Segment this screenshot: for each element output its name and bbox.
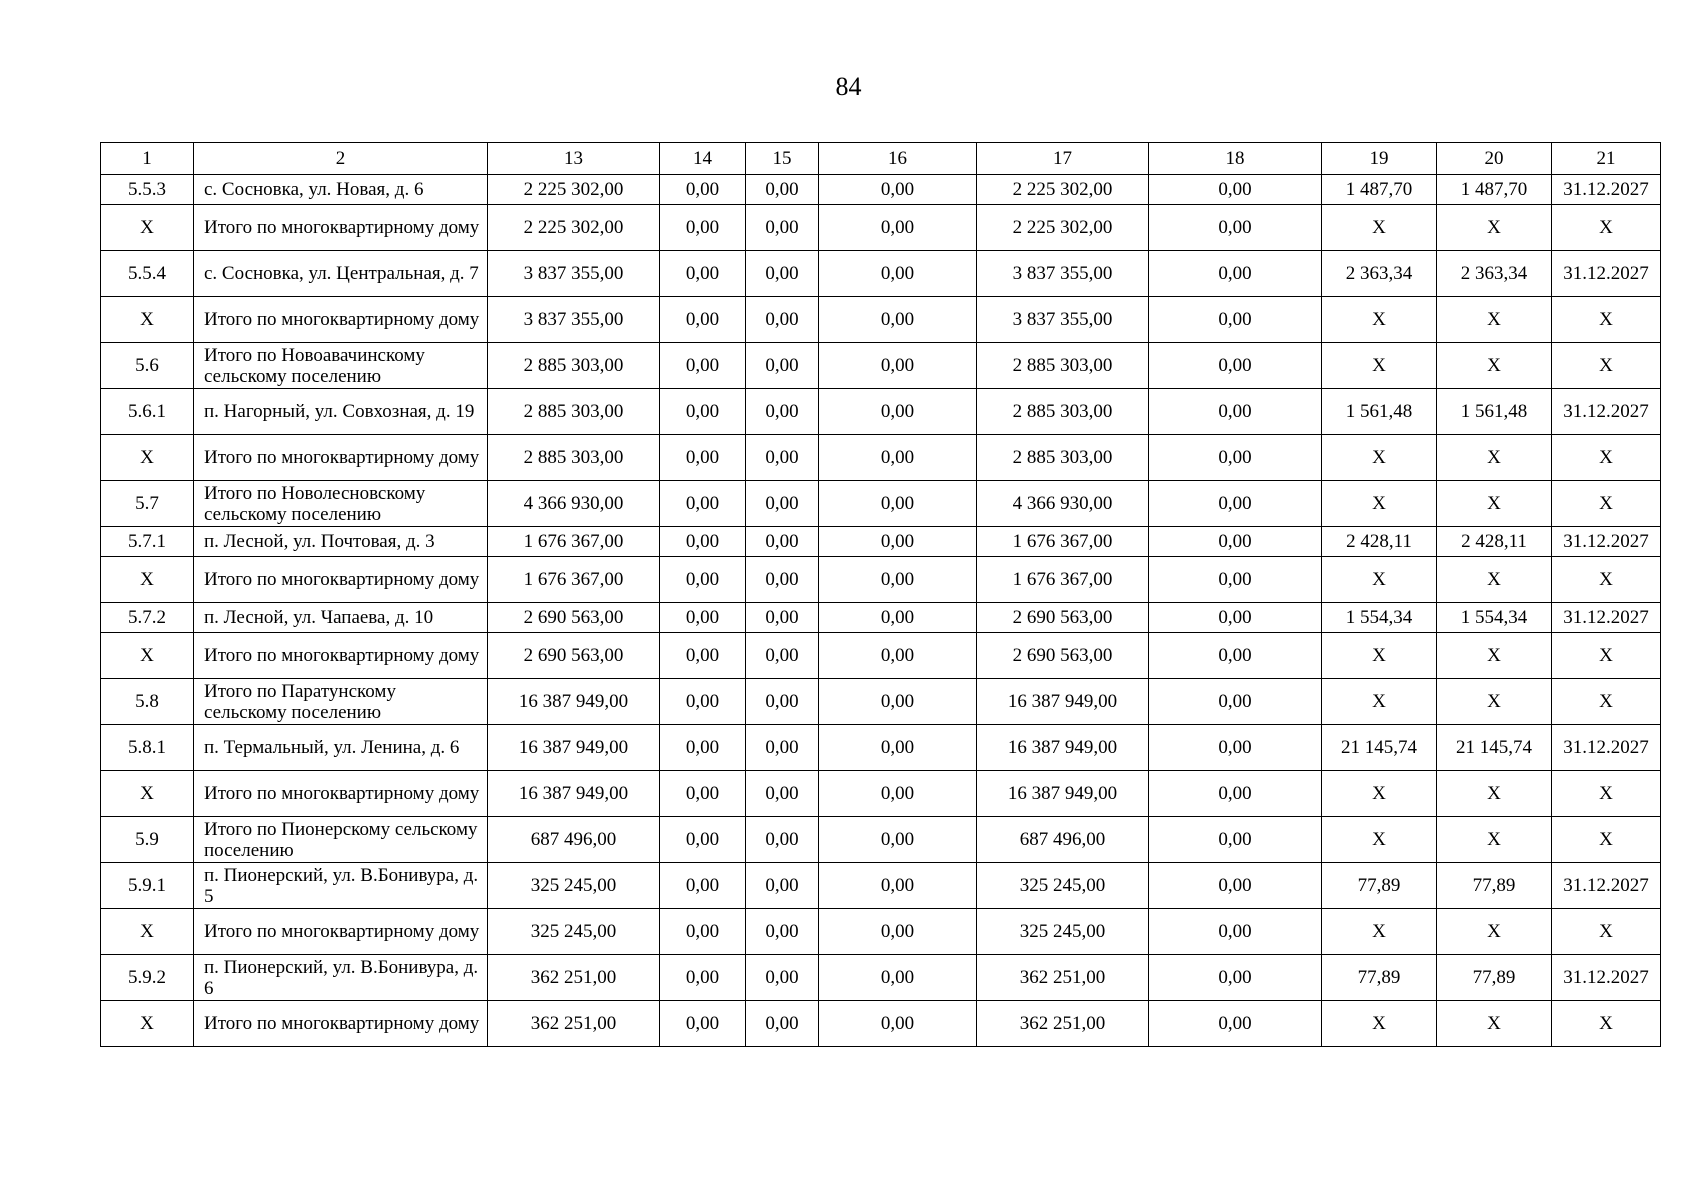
value-cell: 31.12.2027 xyxy=(1552,955,1661,1001)
value-cell: 0,00 xyxy=(746,909,819,955)
value-cell: 0,00 xyxy=(819,557,977,603)
value-cell: 0,00 xyxy=(1149,603,1322,633)
value-cell: 2 363,34 xyxy=(1322,251,1437,297)
value-cell: 0,00 xyxy=(746,481,819,527)
value-cell: X xyxy=(1552,771,1661,817)
value-cell: 1 676 367,00 xyxy=(977,527,1149,557)
value-cell: 2 363,34 xyxy=(1437,251,1552,297)
value-cell: 0,00 xyxy=(660,205,746,251)
value-cell: X xyxy=(1322,205,1437,251)
value-cell: 0,00 xyxy=(660,389,746,435)
value-cell: 4 366 930,00 xyxy=(488,481,660,527)
column-header: 20 xyxy=(1437,143,1552,175)
table-row xyxy=(101,771,1661,817)
value-cell: 0,00 xyxy=(1149,557,1322,603)
value-cell: 0,00 xyxy=(660,435,746,481)
address-cell: Итого по многоквартирному дому xyxy=(194,771,488,817)
value-cell: 0,00 xyxy=(660,527,746,557)
address-cell: Итого по многоквартирному дому xyxy=(194,909,488,955)
address-cell: с. Сосновка, ул. Центральная, д. 7 xyxy=(194,251,488,297)
value-cell: X xyxy=(1552,343,1661,389)
value-cell: 0,00 xyxy=(746,205,819,251)
value-cell: 16 387 949,00 xyxy=(488,679,660,725)
value-cell: 362 251,00 xyxy=(977,1001,1149,1047)
value-cell: 31.12.2027 xyxy=(1552,725,1661,771)
value-cell: 1 561,48 xyxy=(1322,389,1437,435)
value-cell: 0,00 xyxy=(819,205,977,251)
value-cell: 0,00 xyxy=(1149,343,1322,389)
table-row xyxy=(101,633,1661,679)
value-cell: 0,00 xyxy=(660,175,746,205)
value-cell: 0,00 xyxy=(1149,481,1322,527)
value-cell: 3 837 355,00 xyxy=(488,297,660,343)
value-cell: 0,00 xyxy=(1149,205,1322,251)
value-cell: 0,00 xyxy=(746,297,819,343)
column-header: 21 xyxy=(1552,143,1661,175)
value-cell: 2 690 563,00 xyxy=(488,633,660,679)
value-cell: 0,00 xyxy=(819,725,977,771)
address-cell: п. Нагорный, ул. Совхозная, д. 19 xyxy=(194,389,488,435)
value-cell: 31.12.2027 xyxy=(1552,527,1661,557)
value-cell: X xyxy=(1322,679,1437,725)
value-cell: 0,00 xyxy=(819,343,977,389)
value-cell: 0,00 xyxy=(660,679,746,725)
value-cell: X xyxy=(1322,771,1437,817)
value-cell: 2 885 303,00 xyxy=(488,389,660,435)
value-cell: 0,00 xyxy=(746,175,819,205)
table-row xyxy=(101,955,1661,1001)
value-cell: 362 251,00 xyxy=(488,955,660,1001)
value-cell: 1 487,70 xyxy=(1322,175,1437,205)
value-cell: 2 885 303,00 xyxy=(977,343,1149,389)
value-cell: 0,00 xyxy=(1149,435,1322,481)
value-cell: 0,00 xyxy=(660,817,746,863)
table-row xyxy=(101,909,1661,955)
value-cell: 0,00 xyxy=(1149,725,1322,771)
table-row xyxy=(101,603,1661,633)
value-cell: 0,00 xyxy=(746,1001,819,1047)
value-cell: 325 245,00 xyxy=(488,863,660,909)
table-body xyxy=(101,175,1661,1047)
value-cell: 0,00 xyxy=(819,175,977,205)
row-number-cell: 5.9 xyxy=(101,817,194,863)
address-cell: Итого по многоквартирному дому xyxy=(194,633,488,679)
table-row xyxy=(101,527,1661,557)
value-cell: 0,00 xyxy=(746,603,819,633)
table-row xyxy=(101,1001,1661,1047)
row-number-cell: 5.6 xyxy=(101,343,194,389)
value-cell: X xyxy=(1437,435,1552,481)
value-cell: X xyxy=(1552,679,1661,725)
value-cell: 0,00 xyxy=(660,1001,746,1047)
row-number-cell: 5.5.4 xyxy=(101,251,194,297)
row-number-cell: X xyxy=(101,297,194,343)
address-cell: Итого по многоквартирному дому xyxy=(194,205,488,251)
value-cell: 0,00 xyxy=(1149,175,1322,205)
value-cell: 0,00 xyxy=(1149,909,1322,955)
address-cell: Итого по многоквартирному дому xyxy=(194,297,488,343)
value-cell: 0,00 xyxy=(660,863,746,909)
value-cell: 31.12.2027 xyxy=(1552,389,1661,435)
value-cell: 0,00 xyxy=(660,771,746,817)
value-cell: X xyxy=(1437,771,1552,817)
value-cell: X xyxy=(1552,435,1661,481)
value-cell: 0,00 xyxy=(1149,297,1322,343)
value-cell: X xyxy=(1552,633,1661,679)
value-cell: X xyxy=(1322,343,1437,389)
value-cell: 0,00 xyxy=(819,481,977,527)
value-cell: X xyxy=(1552,297,1661,343)
value-cell: 16 387 949,00 xyxy=(977,771,1149,817)
address-cell: Итого по Пионерскому сельскому поселению xyxy=(194,817,488,863)
value-cell: X xyxy=(1437,1001,1552,1047)
value-cell: 362 251,00 xyxy=(977,955,1149,1001)
value-cell: 0,00 xyxy=(1149,955,1322,1001)
value-cell: X xyxy=(1322,297,1437,343)
value-cell: 4 366 930,00 xyxy=(977,481,1149,527)
value-cell: X xyxy=(1322,909,1437,955)
value-cell: 0,00 xyxy=(1149,527,1322,557)
value-cell: 2 690 563,00 xyxy=(977,633,1149,679)
value-cell: 0,00 xyxy=(819,527,977,557)
address-cell: Итого по Новоавачинскому сельскому поселению xyxy=(194,343,488,389)
value-cell: 1 676 367,00 xyxy=(488,557,660,603)
value-cell: 0,00 xyxy=(746,679,819,725)
row-number-cell: 5.5.3 xyxy=(101,175,194,205)
value-cell: 0,00 xyxy=(819,603,977,633)
column-header: 14 xyxy=(660,143,746,175)
value-cell: 2 428,11 xyxy=(1322,527,1437,557)
value-cell: 0,00 xyxy=(660,557,746,603)
row-number-cell: 5.9.1 xyxy=(101,863,194,909)
address-cell: п. Лесной, ул. Чапаева, д. 10 xyxy=(194,603,488,633)
value-cell: 21 145,74 xyxy=(1437,725,1552,771)
table-row xyxy=(101,389,1661,435)
row-number-cell: 5.7 xyxy=(101,481,194,527)
value-cell: 1 676 367,00 xyxy=(977,557,1149,603)
row-number-cell: 5.7.1 xyxy=(101,527,194,557)
value-cell: 0,00 xyxy=(746,863,819,909)
value-cell: 0,00 xyxy=(819,633,977,679)
column-header: 13 xyxy=(488,143,660,175)
value-cell: 0,00 xyxy=(819,389,977,435)
column-header: 15 xyxy=(746,143,819,175)
value-cell: X xyxy=(1322,817,1437,863)
value-cell: X xyxy=(1322,633,1437,679)
value-cell: 2 885 303,00 xyxy=(977,389,1149,435)
value-cell: X xyxy=(1322,481,1437,527)
value-cell: 0,00 xyxy=(1149,679,1322,725)
value-cell: 2 225 302,00 xyxy=(488,175,660,205)
address-cell: с. Сосновка, ул. Новая, д. 6 xyxy=(194,175,488,205)
value-cell: 3 837 355,00 xyxy=(977,297,1149,343)
page-number: 84 xyxy=(835,72,862,101)
value-cell: 0,00 xyxy=(819,251,977,297)
value-cell: 0,00 xyxy=(1149,1001,1322,1047)
value-cell: 0,00 xyxy=(660,633,746,679)
value-cell: 1 487,70 xyxy=(1437,175,1552,205)
row-number-cell: X xyxy=(101,557,194,603)
value-cell: 0,00 xyxy=(660,481,746,527)
column-header: 19 xyxy=(1322,143,1437,175)
value-cell: 0,00 xyxy=(746,817,819,863)
column-header: 1 xyxy=(101,143,194,175)
address-cell: п. Термальный, ул. Ленина, д. 6 xyxy=(194,725,488,771)
value-cell: 2 225 302,00 xyxy=(488,205,660,251)
column-header: 18 xyxy=(1149,143,1322,175)
table-row xyxy=(101,297,1661,343)
value-cell: X xyxy=(1322,1001,1437,1047)
value-cell: 77,89 xyxy=(1437,863,1552,909)
row-number-cell: 5.7.2 xyxy=(101,603,194,633)
value-cell: 687 496,00 xyxy=(488,817,660,863)
value-cell: 0,00 xyxy=(746,435,819,481)
value-cell: 1 554,34 xyxy=(1322,603,1437,633)
value-cell: 2 690 563,00 xyxy=(977,603,1149,633)
value-cell: X xyxy=(1437,297,1552,343)
row-number-cell: X xyxy=(101,771,194,817)
table-row xyxy=(101,343,1661,389)
value-cell: 362 251,00 xyxy=(488,1001,660,1047)
value-cell: 0,00 xyxy=(746,771,819,817)
value-cell: 325 245,00 xyxy=(488,909,660,955)
table-row xyxy=(101,175,1661,205)
value-cell: 31.12.2027 xyxy=(1552,251,1661,297)
row-number-cell: X xyxy=(101,909,194,955)
row-number-cell: 5.9.2 xyxy=(101,955,194,1001)
value-cell: 21 145,74 xyxy=(1322,725,1437,771)
value-cell: 0,00 xyxy=(746,633,819,679)
value-cell: X xyxy=(1552,909,1661,955)
row-number-cell: 5.8 xyxy=(101,679,194,725)
value-cell: 0,00 xyxy=(819,817,977,863)
value-cell: 2 885 303,00 xyxy=(488,343,660,389)
value-cell: X xyxy=(1437,481,1552,527)
value-cell: 2 690 563,00 xyxy=(488,603,660,633)
value-cell: 0,00 xyxy=(660,603,746,633)
value-cell: 0,00 xyxy=(1149,817,1322,863)
value-cell: 0,00 xyxy=(819,435,977,481)
value-cell: 3 837 355,00 xyxy=(977,251,1149,297)
table-row xyxy=(101,481,1661,527)
value-cell: 16 387 949,00 xyxy=(488,771,660,817)
value-cell: 0,00 xyxy=(1149,251,1322,297)
table-row xyxy=(101,725,1661,771)
value-cell: 0,00 xyxy=(1149,863,1322,909)
value-cell: X xyxy=(1437,557,1552,603)
address-cell: п. Пионерский, ул. В.Бонивура, д. 6 xyxy=(194,955,488,1001)
value-cell: 0,00 xyxy=(819,909,977,955)
value-cell: 16 387 949,00 xyxy=(977,725,1149,771)
value-cell: 0,00 xyxy=(819,863,977,909)
value-cell: 0,00 xyxy=(746,251,819,297)
value-cell: 16 387 949,00 xyxy=(977,679,1149,725)
value-cell: 0,00 xyxy=(1149,771,1322,817)
value-cell: 0,00 xyxy=(819,1001,977,1047)
value-cell: X xyxy=(1437,633,1552,679)
value-cell: 325 245,00 xyxy=(977,909,1149,955)
value-cell: X xyxy=(1437,343,1552,389)
row-number-cell: 5.6.1 xyxy=(101,389,194,435)
value-cell: 0,00 xyxy=(660,955,746,1001)
address-cell: п. Пионерский, ул. В.Бонивура, д. 5 xyxy=(194,863,488,909)
value-cell: 0,00 xyxy=(746,389,819,435)
value-cell: X xyxy=(1437,909,1552,955)
value-cell: X xyxy=(1437,205,1552,251)
value-cell: X xyxy=(1437,817,1552,863)
table-row xyxy=(101,251,1661,297)
value-cell: 0,00 xyxy=(746,725,819,771)
table-row xyxy=(101,435,1661,481)
value-cell: 2 885 303,00 xyxy=(977,435,1149,481)
address-cell: п. Лесной, ул. Почтовая, д. 3 xyxy=(194,527,488,557)
value-cell: X xyxy=(1552,1001,1661,1047)
table-row xyxy=(101,817,1661,863)
table-row xyxy=(101,679,1661,725)
value-cell: 0,00 xyxy=(819,297,977,343)
value-cell: 1 676 367,00 xyxy=(488,527,660,557)
value-cell: 77,89 xyxy=(1322,863,1437,909)
address-cell: Итого по многоквартирному дому xyxy=(194,1001,488,1047)
value-cell: X xyxy=(1437,679,1552,725)
address-cell: Итого по многоквартирному дому xyxy=(194,557,488,603)
value-cell: 0,00 xyxy=(660,909,746,955)
value-cell: 2 885 303,00 xyxy=(488,435,660,481)
value-cell: 31.12.2027 xyxy=(1552,603,1661,633)
value-cell: 2 428,11 xyxy=(1437,527,1552,557)
value-cell: 0,00 xyxy=(746,955,819,1001)
value-cell: X xyxy=(1552,205,1661,251)
value-cell: 0,00 xyxy=(660,725,746,771)
value-cell: 0,00 xyxy=(1149,389,1322,435)
header-row xyxy=(101,143,1661,175)
value-cell: 2 225 302,00 xyxy=(977,205,1149,251)
value-cell: 0,00 xyxy=(746,557,819,603)
value-cell: 1 554,34 xyxy=(1437,603,1552,633)
value-cell: 0,00 xyxy=(746,343,819,389)
row-number-cell: X xyxy=(101,633,194,679)
address-cell: Итого по Новолесновскому сельскому поселению xyxy=(194,481,488,527)
table-row xyxy=(101,557,1661,603)
value-cell: 31.12.2027 xyxy=(1552,175,1661,205)
value-cell: 16 387 949,00 xyxy=(488,725,660,771)
value-cell: X xyxy=(1322,557,1437,603)
value-cell: 0,00 xyxy=(660,297,746,343)
value-cell: X xyxy=(1552,557,1661,603)
row-number-cell: X xyxy=(101,205,194,251)
value-cell: 77,89 xyxy=(1437,955,1552,1001)
row-number-cell: X xyxy=(101,435,194,481)
value-cell: 31.12.2027 xyxy=(1552,863,1661,909)
value-cell: 0,00 xyxy=(1149,633,1322,679)
value-cell: X xyxy=(1322,435,1437,481)
column-header: 16 xyxy=(819,143,977,175)
value-cell: 325 245,00 xyxy=(977,863,1149,909)
value-cell: 2 225 302,00 xyxy=(977,175,1149,205)
value-cell: X xyxy=(1552,481,1661,527)
table-row xyxy=(101,205,1661,251)
value-cell: 0,00 xyxy=(819,771,977,817)
value-cell: 1 561,48 xyxy=(1437,389,1552,435)
value-cell: 3 837 355,00 xyxy=(488,251,660,297)
value-cell: 0,00 xyxy=(819,955,977,1001)
value-cell: 0,00 xyxy=(819,679,977,725)
address-cell: Итого по Паратунскому сельскому поселению xyxy=(194,679,488,725)
address-cell: Итого по многоквартирному дому xyxy=(194,435,488,481)
value-cell: 77,89 xyxy=(1322,955,1437,1001)
value-cell: 0,00 xyxy=(660,251,746,297)
value-cell: 0,00 xyxy=(746,527,819,557)
row-number-cell: 5.8.1 xyxy=(101,725,194,771)
column-header: 2 xyxy=(194,143,488,175)
value-cell: X xyxy=(1552,817,1661,863)
value-cell: 0,00 xyxy=(660,343,746,389)
table-row xyxy=(101,863,1661,909)
value-cell: 687 496,00 xyxy=(977,817,1149,863)
row-number-cell: X xyxy=(101,1001,194,1047)
column-header: 17 xyxy=(977,143,1149,175)
data-table xyxy=(100,142,1661,1047)
